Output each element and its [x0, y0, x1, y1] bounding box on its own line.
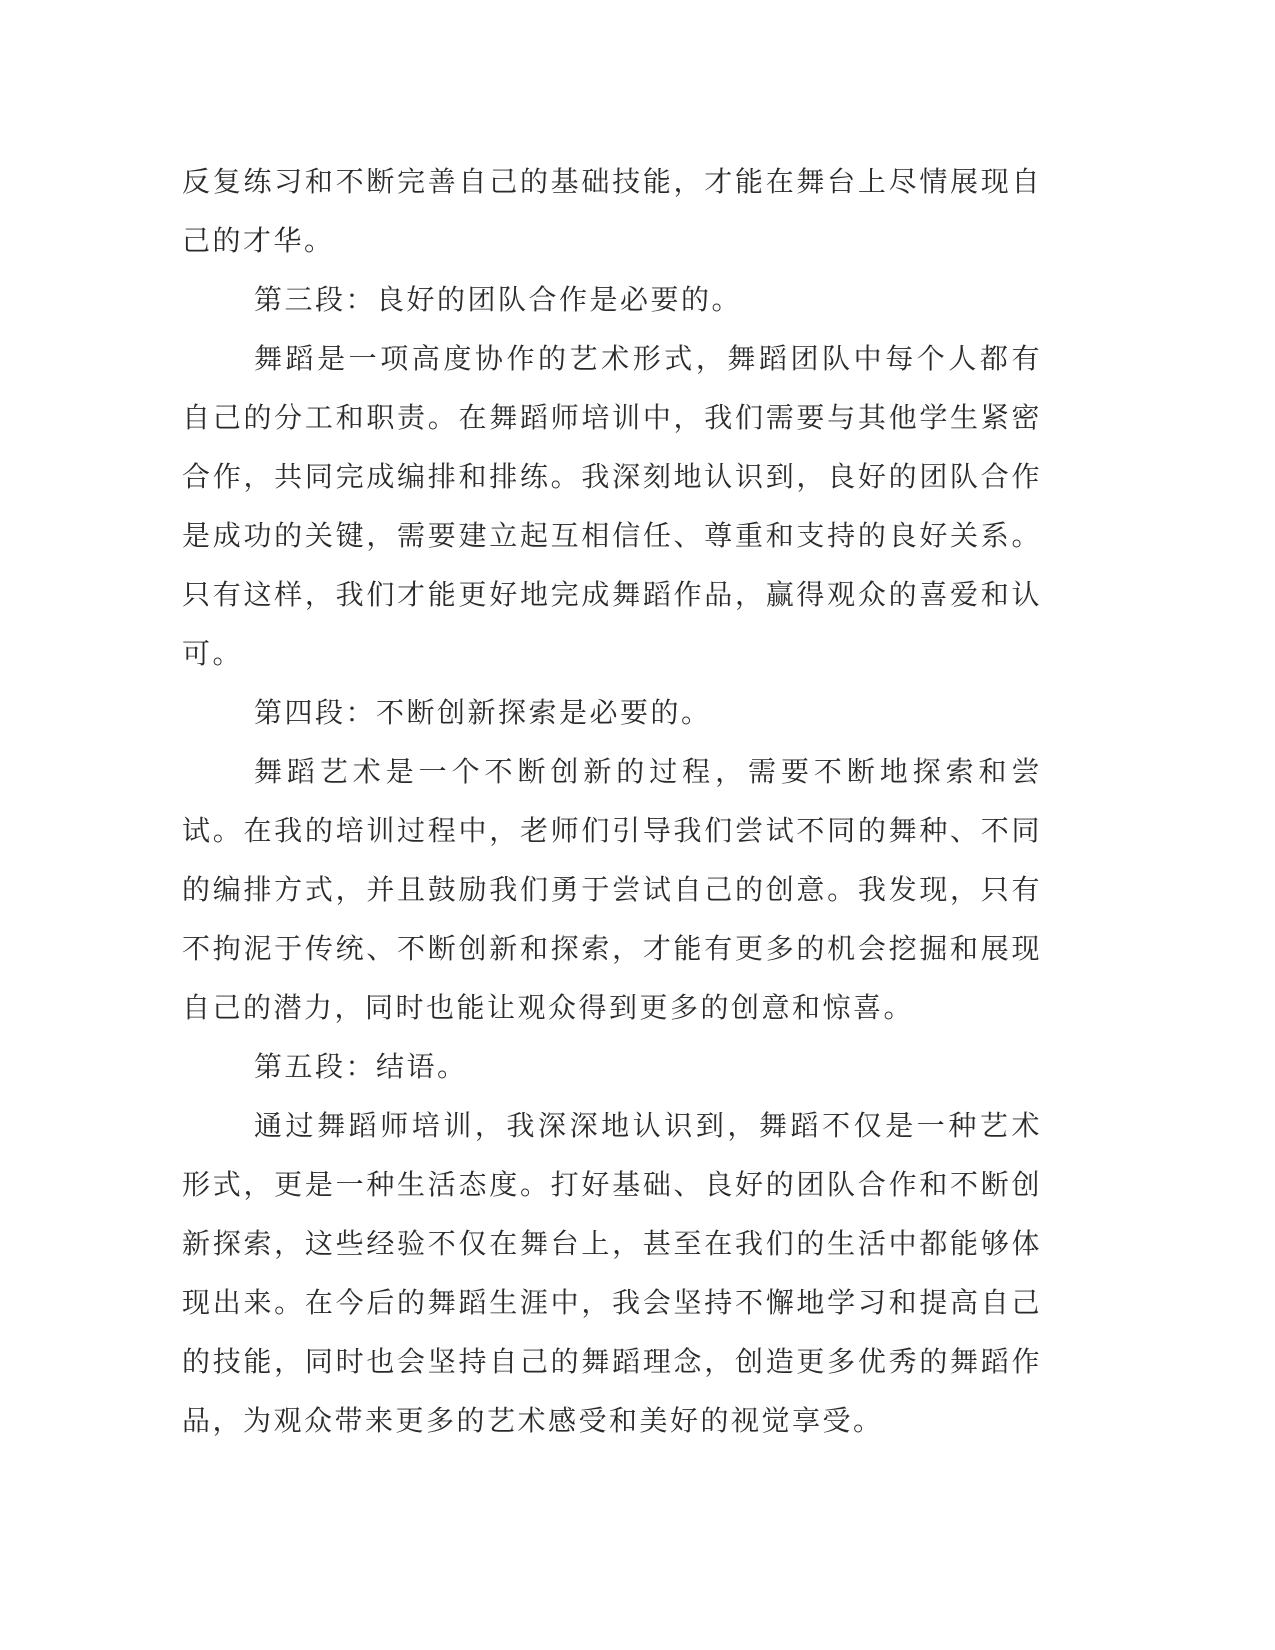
paragraph-conclusion: 通过舞蹈师培训，我深深地认识到，舞蹈不仅是一种艺术形式，更是一种生活态度。打好基础、良好的团队合作和不断创新探索，这些经验不仅在舞台上，甚至在我们的生活中都能够体现出来。在今后的舞蹈生涯中，我会坚持不懈地学习和提高自己的技能，同时也会坚持自己的舞蹈理念，创造更多优秀的舞蹈作品，为观众带来更多的艺术感受和美好的视觉享受。 — [182, 1109, 1042, 1437]
section-heading-3: 第三段：良好的团队合作是必要的。 — [254, 283, 743, 316]
paragraph-innovation: 舞蹈艺术是一个不断创新的过程，需要不断地探索和尝试。在我的培训过程中，老师们引导我们尝试不同的舞种、不同的编排方式，并且鼓励我们勇于尝试自己的创意。我发现，只有不拘泥于传统、不断创新和探索，才能有更多的机会挖掘和展现自己的潜力，同时也能让观众得到更多的创意和惊喜。 — [182, 755, 1042, 1024]
paragraph-teamwork: 舞蹈是一项高度协作的艺术形式，舞蹈团队中每个人都有自己的分工和职责。在舞蹈师培训中，我们需要与其他学生紧密合作，共同完成编排和排练。我深刻地认识到，良好的团队合作是成功的关键，需要建立起互相信任、尊重和支持的良好关系。只有这样，我们才能更好地完成舞蹈作品，赢得观众的喜爱和认可。 — [182, 342, 1042, 670]
section-heading-4: 第四段：不断创新探索是必要的。 — [254, 696, 712, 729]
paragraph-continuation: 反复练习和不断完善自己的基础技能，才能在舞台上尽情展现自己的才华。 — [182, 165, 1042, 257]
section-heading-5: 第五段：结语。 — [254, 1050, 468, 1083]
document-body — [182, 152, 1042, 1450]
